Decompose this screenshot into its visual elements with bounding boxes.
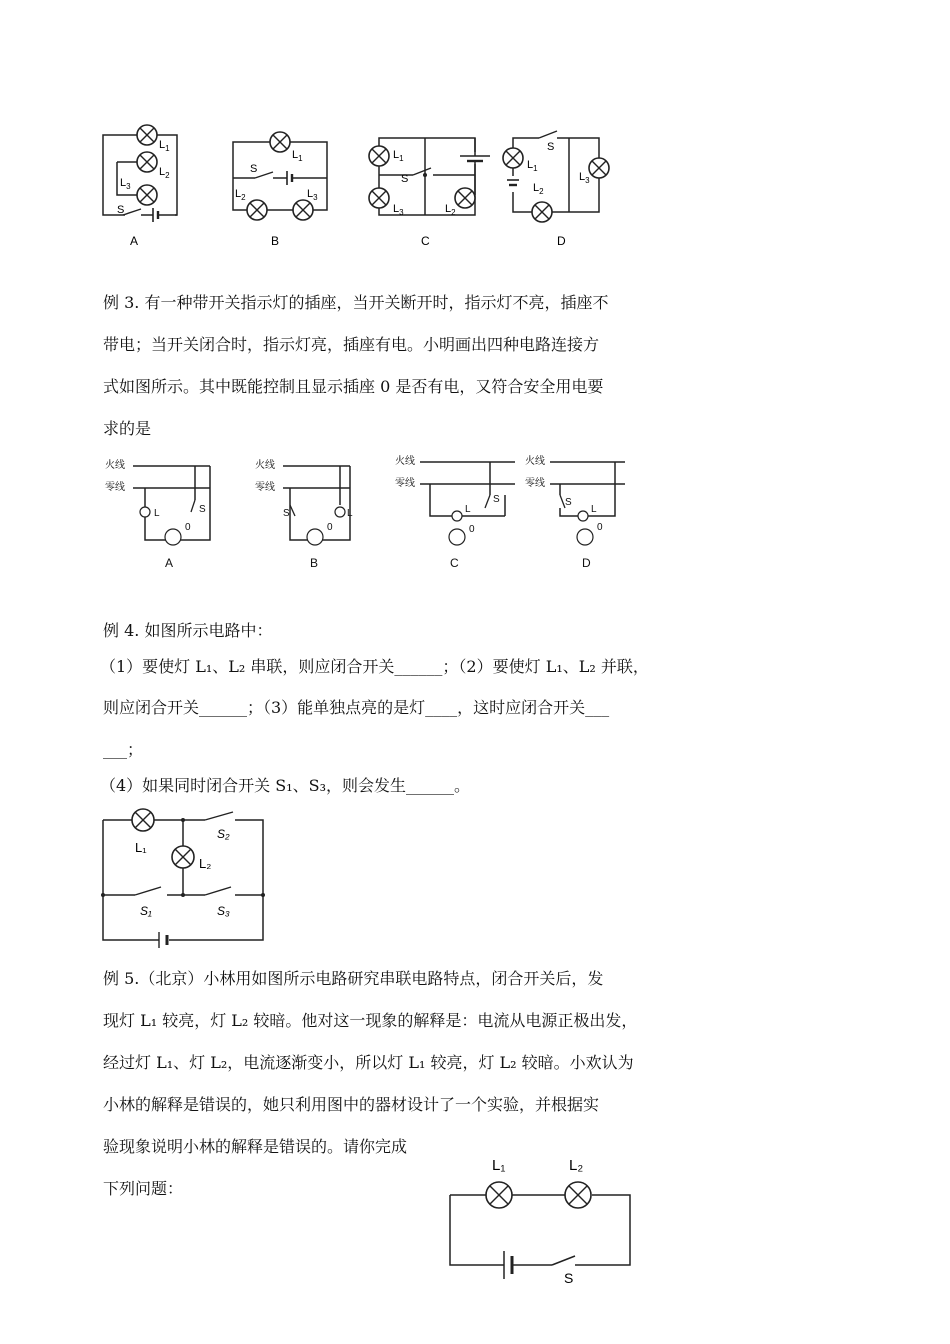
lamp-icon [503, 148, 523, 168]
caption-c: C [450, 556, 459, 570]
label-switch: S [493, 494, 500, 505]
lamp-icon [486, 1182, 512, 1208]
lamp-icon [172, 846, 194, 868]
circuit-figure-abcd [95, 120, 655, 260]
label-l3: $L_3$ [579, 171, 590, 185]
socket-circuit-a [105, 458, 210, 570]
label-l2: $L_2$ [159, 166, 170, 180]
label-s: S [117, 204, 125, 216]
label-live: 火线 [105, 460, 125, 471]
caption-b: B [271, 234, 280, 248]
example-4-line-1: （1）要使灯 L₁、L₂ 串联，则应闭合开关______；（2）要使灯 L₁、L₂ 并联， [100, 657, 649, 676]
label-s: S [401, 173, 409, 185]
lamp-icon [455, 188, 475, 208]
label-socket: 0 [327, 522, 333, 533]
label-live: 火线 [255, 460, 275, 471]
label-switch: S [283, 508, 290, 519]
label-l2: $L_2$ [445, 203, 456, 217]
label-neutral: 零线 [525, 478, 545, 489]
example-5-line-6: 下列问题： [103, 1179, 184, 1198]
caption-b: B [310, 556, 319, 570]
example-3-line-4: 求的是 [103, 419, 152, 438]
example-3-line-1: 例 3. 有一种带开关指示灯的插座，当开关断开时，指示灯不亮，插座不 [103, 293, 609, 312]
lamp-icon [132, 809, 154, 831]
label-neutral: 零线 [255, 482, 275, 493]
example-5-line-5: 验现象说明小林的解释是错误的。请你完成 [103, 1137, 408, 1156]
label-s: S [547, 141, 555, 153]
series-circuit-figure [440, 1150, 640, 1285]
label-switch: S [565, 497, 572, 508]
caption-a: A [130, 234, 139, 248]
caption-d: D [557, 234, 566, 248]
example-3-line-2: 带电；当开关闭合时，指示灯亮，插座有电。小明画出四种电路连接方 [103, 335, 600, 354]
example-5-line-4: 小林的解释是错误的，她只利用图中的器材设计了一个实验，并根据实 [103, 1095, 600, 1114]
label-s: S [250, 163, 258, 175]
lamp-icon [369, 188, 389, 208]
lamp-icon [137, 125, 157, 145]
label-live: 火线 [395, 456, 415, 467]
lamp-icon [293, 200, 313, 220]
label-lamp: L [154, 508, 160, 519]
label-s2: S₂ [217, 827, 230, 841]
label-socket: 0 [185, 522, 191, 533]
circuit-figure-ex4 [95, 800, 275, 950]
label-l1: $L_1$ [393, 149, 404, 163]
label-l2: L₂ [569, 1157, 584, 1174]
socket-circuit-b [255, 458, 353, 570]
example-4-line-4: （4）如果同时闭合开关 S₁、S₃，则会发生______。 [100, 776, 471, 795]
lamp-icon [589, 158, 609, 178]
circuit-d [503, 131, 609, 248]
example-5-line-1: 例 5.（北京）小林用如图所示电路研究串联电路特点，闭合开关后，发 [103, 969, 604, 988]
circuit-a [103, 125, 177, 248]
label-l3: $L_3$ [393, 203, 404, 217]
label-l2: $L_2$ [533, 182, 544, 196]
socket-circuit-c [395, 454, 515, 570]
circuit-c [369, 138, 493, 248]
lamp-icon [137, 185, 157, 205]
caption-a: A [165, 556, 174, 570]
lamp-icon [565, 1182, 591, 1208]
example-4-title: 例 4. 如图所示电路中： [103, 621, 273, 640]
label-neutral: 零线 [395, 478, 415, 489]
label-socket: 0 [597, 522, 603, 533]
example-3-line-3: 式如图所示。其中既能控制且显示插座 0 是否有电，又符合安全用电要 [103, 377, 604, 396]
label-lamp: L [465, 504, 471, 515]
label-l2: $L_2$ [235, 188, 246, 202]
label-lamp: L [347, 508, 353, 519]
label-l1: $L_1$ [527, 159, 538, 173]
label-l3: $L_3$ [120, 177, 131, 191]
label-l1: $L_1$ [159, 139, 170, 153]
label-neutral: 零线 [105, 482, 125, 493]
lamp-icon [532, 202, 552, 222]
lamp-icon [270, 132, 290, 152]
label-l1: L₁ [135, 840, 147, 855]
label-l3: $L_3$ [307, 188, 318, 202]
label-l1: L₁ [492, 1157, 506, 1174]
lamp-icon [247, 200, 267, 220]
caption-d: D [582, 556, 591, 570]
label-socket: 0 [469, 524, 475, 535]
example-4-line-2: 则应闭合开关______；（3）能单独点亮的是灯____，这时应闭合开关___ [103, 698, 610, 717]
lamp-icon [369, 146, 389, 166]
label-s1: S₁ [140, 904, 152, 918]
label-live: 火线 [525, 456, 545, 467]
label-lamp: L [591, 504, 597, 515]
label-switch: S [199, 504, 206, 515]
label-s: S [564, 1270, 574, 1285]
example-5-line-2: 现灯 L₁ 较亮，灯 L₂ 较暗。他对这一现象的解释是：电流从电源正极出发， [103, 1011, 638, 1030]
socket-circuit-d [525, 454, 625, 570]
example-5-line-3: 经过灯 L₁、灯 L₂，电流逐渐变小，所以灯 L₁ 较亮，灯 L₂ 较暗。小欢认为 [103, 1053, 634, 1072]
circuit-b [233, 132, 327, 248]
example-4-line-3: ___； [103, 740, 144, 759]
lamp-icon [137, 152, 157, 172]
label-s3: S₃ [217, 904, 230, 918]
label-l2: L₂ [199, 856, 212, 871]
socket-circuit-figure [95, 450, 655, 575]
caption-c: C [421, 234, 430, 248]
label-l1: $L_1$ [292, 149, 303, 163]
